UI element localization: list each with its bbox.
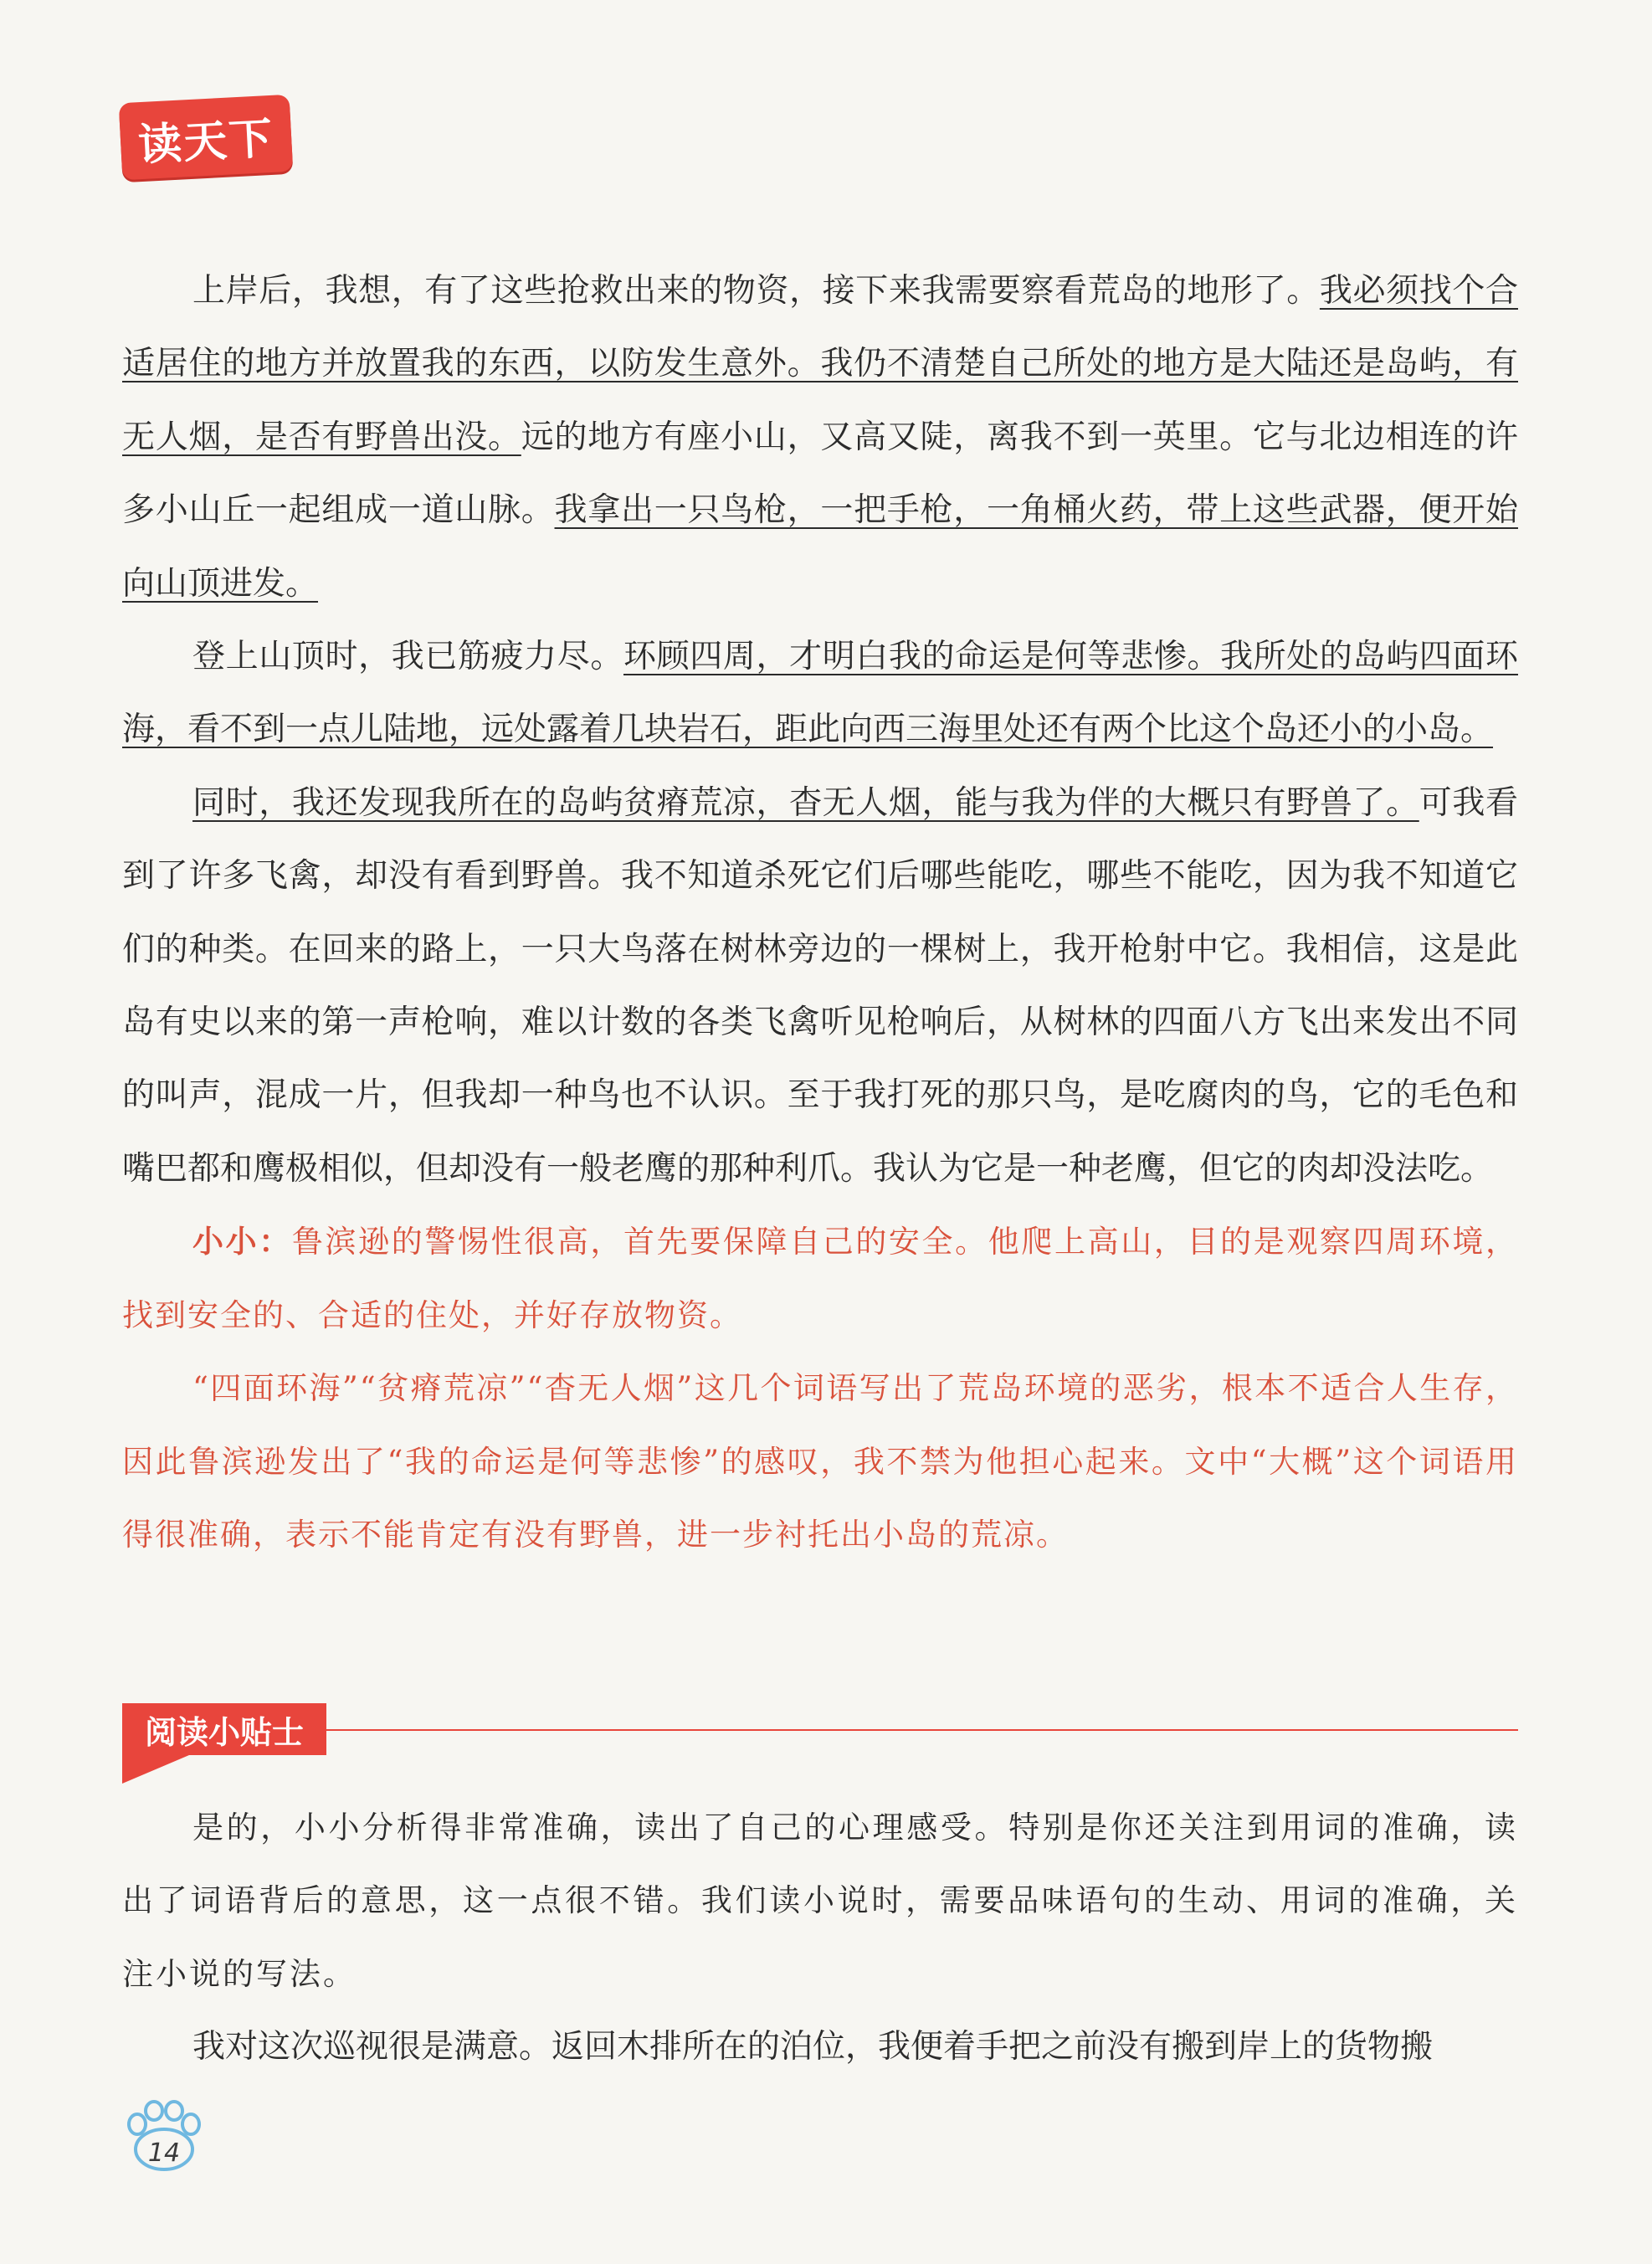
underlined-text: 环顾四周，才明白我的命运是何等悲惨。我所处的岛屿四面环海，看不到一点儿陆地，远处露着几块岩石，距此向西三海里处还有两个比这个岛还小的小岛。 [122, 638, 1518, 749]
story-paragraph-3 [122, 767, 1518, 1205]
underlined-text: 我必须找个合适居住的地方并放置我的东西，以防发生意外。我仍不清楚自己所处的地方是大陆还是岛屿，有无人烟，是否有野兽出没。 [122, 272, 1518, 456]
underlined-text: 同时，我还发现我所在的岛屿贫瘠荒凉，杳无人烟，能与我为伴的大概只有野兽了。 [192, 783, 1419, 822]
story-body [122, 254, 1518, 1571]
tips-body [122, 1791, 1518, 2084]
underlined-text: 我拿出一只鸟枪，一把手枪，一角桶火药，带上这些武器，便开始向山顶进发。 [122, 491, 1518, 603]
section-badge: 读天下 [119, 95, 294, 181]
text-run: 远的地方有座小山，又高又陡，离我不到一英里。它与北边相连的许多小山丘一起组成一道山脉。 [122, 418, 1518, 530]
text-run: 上岸后，我想，有了这些抢救出来的物资，接下来我需要察看荒岛的地形了。 [192, 272, 1320, 310]
note-author: 小小： [192, 1223, 292, 1260]
tips-title: 阅读小贴士 [122, 1703, 326, 1755]
tips-title-tail [122, 1755, 189, 1784]
page-number: 14 [147, 2138, 181, 2168]
note-text: 鲁滨逊的警惕性很高，首先要保障自己的安全。他爬上高山，目的是观察四周环境，找到安全的、合适的住处，并好存放物资。 [122, 1224, 1519, 1333]
text-run: 可我看到了许多飞禽，却没有看到野兽。我不知道杀死它们后哪些能吃，哪些不能吃，因为我不知道它们的种类。在回来的路上，一只大鸟落在树林旁边的一棵树上，我开枪射中它。我相信，这是此岛有史以来的第一声枪响，难以计数的各类飞禽听见枪响后，从树林的四面八方飞出来发出不同的叫声，混成一片，但我却一种鸟也不认识。至于我打死的那只鸟，是吃腐肉的鸟，它的毛色和嘴巴都和鹰极相似，但却没有一般老鹰的那种利爪。我认为它是一种老鹰，但它的肉却没法吃。 [122, 783, 1518, 1188]
story-paragraph-4: 我对这次巡视很是满意。返回木排所在的泊位，我便着手把之前没有搬到岸上的货物搬 [192, 2028, 1434, 2066]
reader-note-2: “四面环海”“贫瘠荒凉”“杳无人烟”这几个词语写出了荒岛环境的恶劣，根本不适合人生存，因此鲁滨逊发出了“我的命运是何等悲惨”的感叹，我不禁为他担心起来。文中“大概”这个词语用得很准确，表示不能肯定有没有野兽，进一步衬托出小岛的荒凉。 [122, 1370, 1518, 1553]
text-run: 登上山顶时，我已筋疲力尽。 [192, 638, 623, 676]
story-paragraph-2 [122, 620, 1518, 767]
story-paragraph-1 [122, 254, 1518, 620]
tips-text: 是的，小小分析得非常准确，读出了自己的心理感受。特别是你还关注到用词的准确，读出了词语背后的意思，这一点很不错。我们读小说时，需要品味语句的生动、用词的准确，关注小说的写法。 [122, 1810, 1518, 1992]
reader-note-1 [122, 1205, 1518, 1352]
tips-divider [326, 1729, 1518, 1731]
